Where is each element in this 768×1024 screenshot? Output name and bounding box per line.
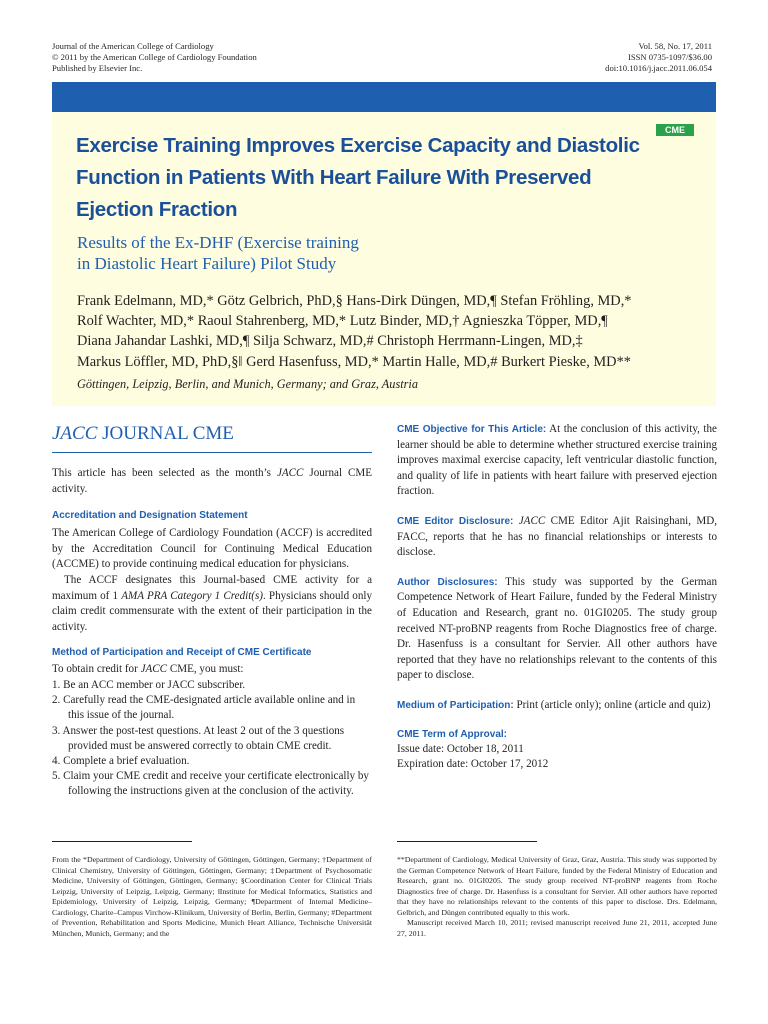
manuscript-dates: Manuscript received March 10, 2011; revised manuscript received June 21, 2011, accepted June 27, 2011. — [397, 918, 717, 938]
term-title: CME Term of Approval: — [397, 728, 508, 740]
editor-disclosure: CME Editor Disclosure: JACC CME Editor Ajit Raisinghani, MD, FACC, reports that he has no financial relationships or interests to disclose. — [397, 514, 717, 559]
method-intro: To obtain credit for JACC CME, you must: — [52, 663, 244, 676]
right-column — [397, 422, 717, 773]
doi-line: doi:10.1016/j.jacc.2011.06.054 — [605, 63, 712, 74]
method-step: 1. Be an ACC member or JACC subscriber. — [52, 678, 246, 691]
accreditation-title: Accreditation and Designation Statement — [52, 510, 248, 522]
cme-badge: CME — [656, 124, 694, 136]
method-step: 2. Carefully read the CME-designated article available online and in this issue of the journal. — [52, 694, 356, 722]
header-color-band — [52, 82, 716, 112]
author-line: Rolf Wachter, MD,* Raoul Stahrenberg, MD,* Lutz Binder, MD,† Agnieszka Töpper, MD,¶ — [77, 313, 608, 330]
jacc-cme-heading: JACC JOURNAL CME — [52, 423, 234, 444]
left-column — [52, 418, 372, 800]
author-line: Diana Jahandar Lashki, MD,¶ Silja Schwarz, MD,# Christoph Herrmann-Lingen, MD,‡ — [77, 333, 583, 350]
article-title: Exercise Training Improves Exercise Capacity and Diastolic Function in Patients With Heart Failure With Preserved Ejection Fraction — [76, 134, 640, 221]
accreditation-para-1: The American College of Cardiology Foundation (ACCF) is accredited by the Accreditation Council for Continuing Medical Education (ACCME) to provide continuing medical education for physicians. — [52, 527, 372, 571]
publisher-line: Published by Elsevier Inc. — [52, 63, 143, 74]
journal-name: Journal of the American College of Cardiology — [52, 41, 214, 51]
footnote-affiliation: **Department of Cardiology, Medical University of Graz, Graz, Austria. This study was supported by the German Competence Network of Heart Failure, funded by the Federal Ministry of Education and Research, grant no. 01GI0205. The study group received NT-proBNP reagents from Roche Diagnostics free of charge. Dr. Hasenfuss is a consultant for Servier. All other authors have reported that they have no relationships relevant to the contents of this paper to disclose. Drs. Edelmann, Gelbrich, and Düngen contributed equally to this work. — [397, 855, 717, 917]
footnote-left: From the *Department of Cardiology, University of Göttingen, Göttingen, Germany; †Department of Clinical Chemistry, University of Göttingen, Göttingen, Germany; ‡Department of Psychosomatic Medicine, University of Göttingen, Göttingen, Germany; §Coordination Center for Clinical Trials Leipzig, University of Leipzig, Leipzig, Germany; ‖Institute for Medical Informatics, Statistics and Epidemiology, University of Leipzig, Leipzig, Germany; ¶Department of Internal Medicine–Cardiology, Charite–Campus Virchow-Klinikum, University of Berlin, Berlin, Germany; #Department of Prevention, Rehabilitation and Sports Medicine, Munich Heart Alliance, Technische Universität München, Munich, Germany; and the — [52, 855, 372, 938]
medium-of-participation: Medium of Participation: Print (article only); online (article and quiz) — [397, 698, 711, 711]
article-subtitle — [77, 232, 637, 274]
copyright-line: © 2011 by the American College of Cardiology Foundation — [52, 52, 257, 63]
author-line: Frank Edelmann, MD,* Götz Gelbrich, PhD,§ Hans-Dirk Düngen, MD,¶ Stefan Fröhling, MD,* — [77, 293, 632, 309]
journal-header-left — [52, 41, 257, 75]
author-list — [77, 291, 697, 372]
author-disclosures: Author Disclosures: This study was supported by the German Competence Network of Heart Failure, funded by the Federal Ministry of Education and Research, grant no. 01GI0205. The study group received NT-proBNP reagents from Roche Diagnostics free of charge. Dr. Hasenfuss is a consultant for Servier. All other authors have reported that they have no relationships relevant to the contents of this paper to disclose. — [397, 575, 718, 682]
method-steps — [52, 678, 372, 800]
cme-objective: CME Objective for This Article: At the conclusion of this activity, the learner should be able to determine whether structured exercise training improves maximal exercise capacity, left ventricular diastolic function, and quality of life in patients with heart failure with preserved ejection fraction. — [397, 423, 717, 498]
volume-line: Vol. 58, No. 17, 2011 — [638, 41, 712, 51]
author-line: Markus Löffler, MD, PhD,§‖ Gerd Hasenfuss, MD,* Martin Halle, MD,# Burkert Pieske, MD** — [77, 353, 631, 370]
expiration-date: Expiration date: October 17, 2012 — [397, 758, 549, 771]
footnote-rule-left — [52, 841, 192, 842]
issue-date: Issue date: October 18, 2011 — [397, 742, 524, 755]
method-title: Method of Participation and Receipt of CME Certificate — [52, 647, 312, 659]
issn-line: ISSN 0735-1097/$36.00 — [627, 52, 712, 63]
subtitle-line: Results of the Ex-DHF (Exercise training — [77, 233, 359, 252]
author-affiliation: Göttingen, Leipzig, Berlin, and Munich, Germany; and Graz, Austria — [77, 377, 418, 391]
footnote-right — [397, 855, 717, 939]
footnote-rule-right — [397, 841, 537, 842]
method-step: 5. Claim your CME credit and receive your certificate electronically by following the instructions given at the conclusion of the activity. — [52, 770, 369, 798]
journal-header-right — [605, 41, 712, 75]
method-step: 4. Complete a brief evaluation. — [52, 754, 190, 767]
subtitle-line: in Diastolic Heart Failure) Pilot Study — [77, 254, 337, 273]
accreditation-para-2: The ACCF designates this Journal-based CME activity for a maximum of 1 AMA PRA Category 1 Credit(s). Physicians should only claim credit commensurate with the extent of their participation in the activity. — [52, 573, 372, 633]
jacc-italic: JACC — [52, 423, 98, 444]
method-step: 3. Answer the post-test questions. At least 2 out of the 3 questions provided must be answered correctly to obtain CME credit. — [52, 724, 345, 752]
cme-intro: This article has been selected as the month’s JACC Journal CME activity. — [52, 467, 373, 495]
heading-rule — [52, 452, 372, 453]
